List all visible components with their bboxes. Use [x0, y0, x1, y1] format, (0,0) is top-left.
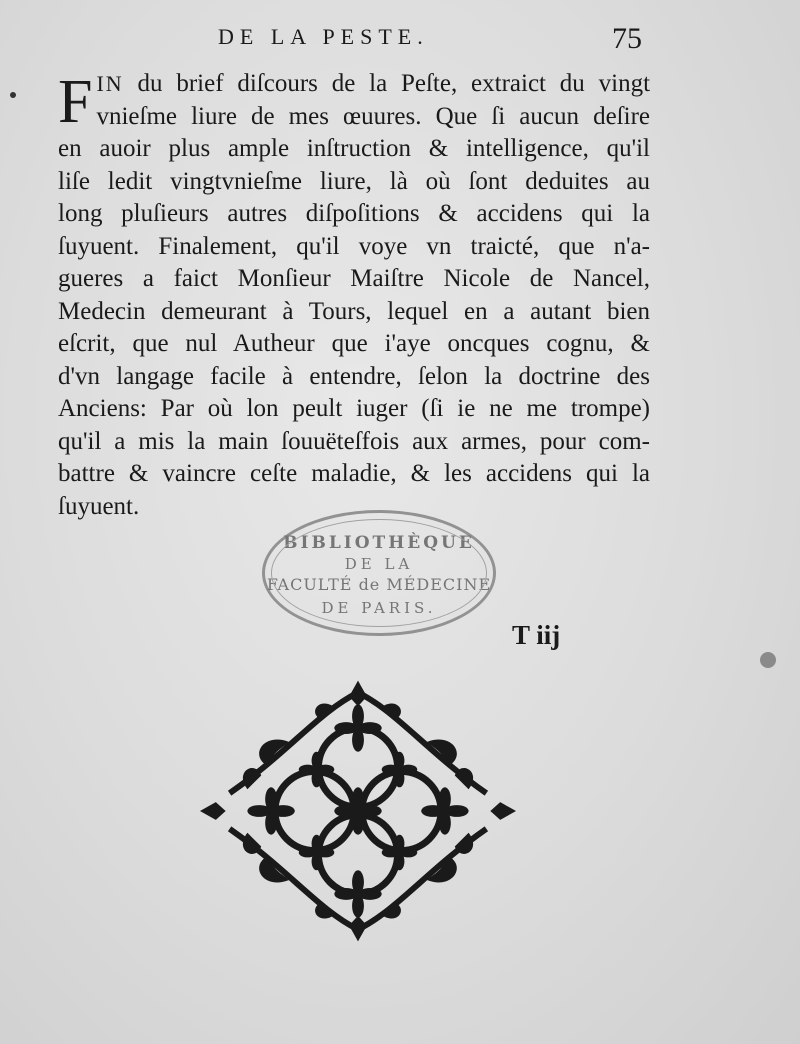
stamp-line-3: FACULTÉ de MÉDECINE	[266, 575, 492, 594]
stamp-line-1: BIBLIOTHÈQUE	[283, 533, 475, 553]
text-line: ſuyuent. Finalement, qu'il voye vn traicté, que n'a-	[58, 232, 650, 260]
text-line: gueres a faict Monſieur Maiſtre Nicole de Nancel,	[58, 265, 650, 292]
signature-mark: T iij	[512, 620, 561, 650]
drop-cap: F	[58, 68, 93, 136]
stamp-line-2: DE LA	[344, 555, 414, 573]
page-header	[0, 18, 800, 58]
text-line: d'vn langage facile à entendre, ſelon la doctrine des	[58, 362, 650, 390]
text-line: en auoir plus ample inſtruction & intelligence, qu'il	[58, 135, 650, 162]
text-line: vnieſme liure de mes œuures. Que ſi aucun deſire	[96, 102, 650, 130]
stamp-line-4: DE PARIS.	[321, 599, 437, 617]
margin-dot	[10, 92, 16, 98]
first-word-smallcaps: IN	[96, 71, 124, 96]
text-line-last: ſuyuent.	[58, 492, 140, 520]
text-line: eſcrit, que nul Autheur que i'aye oncques cognu, &	[58, 330, 650, 357]
floral-fleuron-ornament-icon	[200, 680, 516, 942]
text-line: qu'il a mis la main ſouuëteſfois aux armes, pour com-	[58, 427, 650, 455]
text-line: battre & vaincre ceſte maladie, & les accidens qui la	[58, 460, 650, 487]
first-line-text: du brief diſcours de la Peſte, extraict du vingt	[137, 70, 651, 97]
running-title: DE LA PESTE.	[218, 24, 429, 49]
text-line: long pluſieurs autres diſpoſitions & accidens qui la	[58, 200, 650, 227]
text-line: liſe ledit vingtvnieſme liure, là où ſont deduites au	[58, 167, 650, 195]
text-line: Medecin demeurant à Tours, lequel en a autant bien	[58, 297, 650, 325]
library-stamp	[262, 510, 496, 636]
body-text	[58, 68, 650, 523]
page-number: 75	[612, 22, 642, 55]
text-line: Anciens: Par où lon peult iuger (ſi ie ne me trompe)	[58, 395, 650, 422]
ink-spot	[760, 652, 776, 668]
